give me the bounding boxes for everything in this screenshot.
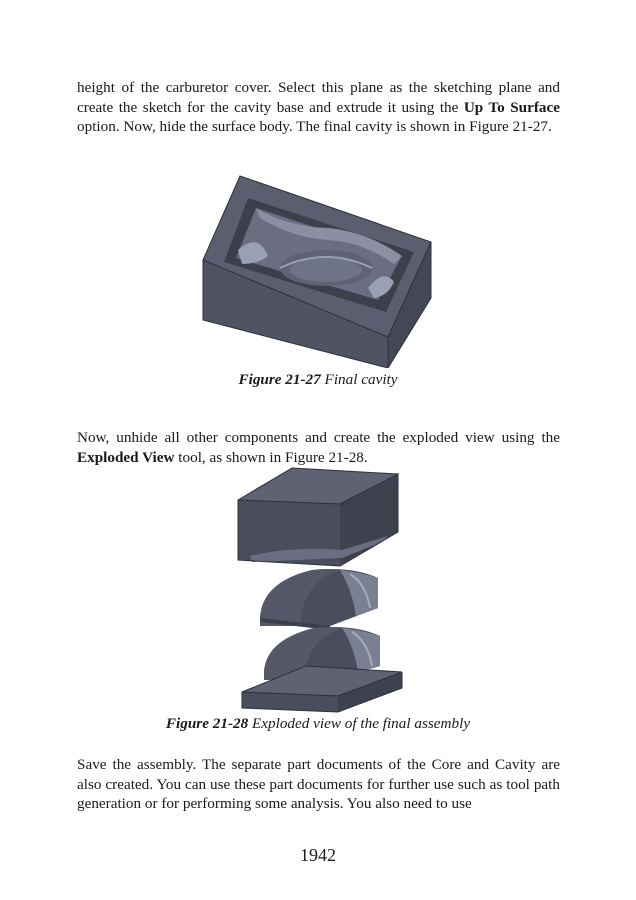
paragraph-text: height of the carburetor cover. Select this plane as the sketching plane and create the sketch for the cavity base and extrude it using the [77,79,560,116]
exploded-view-figure [232,466,410,714]
figure-label: Figure 21-27 [238,371,321,388]
bold-term: Up To Surface [463,98,560,116]
paragraph-text: tool, as shown in Figure 21-28. [174,448,368,466]
final-cavity-figure [198,172,438,368]
caption-text: Final cavity [320,371,398,388]
body-paragraph [77,78,560,137]
paragraph-text: Now, unhide all other components and create the exploded view using the [77,429,560,446]
bold-term: Exploded View [77,448,175,466]
paragraph-text: option. Now, hide the surface body. The final cavity is shown in Figure 21-27. [77,118,552,135]
figure-label: Figure 21-28 [165,715,249,732]
caption-text: Exploded view of the final assembly [248,715,471,732]
body-paragraph: Save the assembly. The separate part documents of the Core and Cavity are also created. You can use these part documents for further use such as tool path generation or for performing some analysis. You also need to use [77,756,560,812]
page-number: 1942 [300,845,336,865]
figure-caption [0,371,636,389]
body-paragraph [77,428,560,467]
figure-caption [0,715,636,733]
